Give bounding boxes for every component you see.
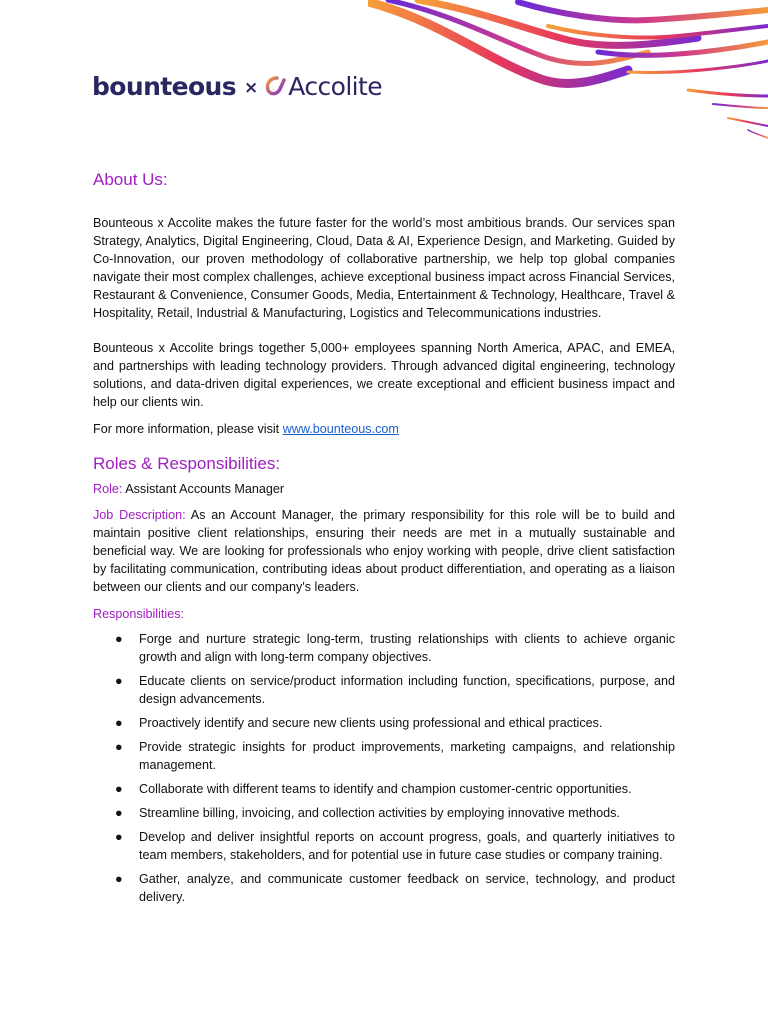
bullet-icon: ● [115, 782, 123, 796]
responsibilities-label: Responsibilities: [93, 607, 184, 621]
role-label: Role: [93, 482, 123, 496]
more-info-text: For more information, please visit [93, 422, 280, 436]
list-item: ● Streamline billing, invoicing, and collection activities by employing innovative methods. [115, 806, 620, 820]
logo-separator: × [244, 77, 259, 98]
job-description-text: As an Account Manager, the primary responsibility for this role will be to build and maintain positive client relationships, ensuring their needs are met in a mutually sustainable and beneficial way. We are looking for professionals who enjoy working with people, drive client satisfaction by facilitating communication, contributing ideas about product differentiation, and operating as a liaison between our clients and our company's leaders. [93, 508, 675, 594]
list-item: ● Proactively identify and secure new clients using professional and ethical practices. [115, 716, 603, 730]
role-line [93, 480, 675, 498]
list-item: ● Provide strategic insights for product improvements, marketing campaigns, and relationship management. [115, 740, 675, 772]
bullet-icon: ● [115, 872, 123, 886]
role-value: Assistant Accounts Manager [125, 482, 285, 496]
responsibilities-list [93, 630, 675, 906]
list-item: ● Develop and deliver insightful reports on account progress, goals, and quarterly initiatives to team members, stakeholders, and for potential use in future case studies or company training. [115, 830, 675, 862]
bullet-icon: ● [115, 740, 123, 754]
list-item: ● Forge and nurture strategic long-term, trusting relationships with clients to achieve organic growth and align with long-term company objectives. [115, 632, 675, 664]
bullet-icon: ● [115, 830, 123, 844]
document-body [93, 168, 675, 912]
about-paragraph-2: Bounteous x Accolite brings together 5,000+ employees spanning North America, APAC, and EMEA, and partnerships with leading technology providers. Through advanced digital engineering, technology solutions, and data-driven digital experiences, we create exceptional and efficient business impact and help our clients win. [93, 341, 675, 409]
bullet-icon: ● [115, 806, 123, 820]
roles-heading: Roles & Responsibilities: [93, 454, 281, 473]
list-item: ● Gather, analyze, and communicate customer feedback on service, technology, and product delivery. [115, 872, 675, 904]
bullet-icon: ● [115, 632, 123, 646]
list-item: ● Educate clients on service/product information including function, specifications, purpose, and design advancements. [115, 674, 675, 706]
bullet-icon: ● [115, 716, 123, 730]
more-info-line [93, 420, 675, 438]
bullet-icon: ● [115, 674, 123, 688]
company-logo [92, 68, 382, 104]
decorative-brush-strokes [368, 0, 768, 150]
about-heading: About Us: [93, 170, 168, 189]
logo-bounteous: bounteous [92, 71, 237, 101]
logo-accolite-text: Accolite [288, 71, 383, 101]
logo-accolite [264, 72, 382, 101]
website-link[interactable]: www.bounteous.com [282, 422, 399, 436]
job-description-label: Job Description: [93, 508, 186, 522]
list-item: ● Collaborate with different teams to identify and champion customer-centric opportunities. [115, 782, 632, 796]
accolite-mark-icon [264, 75, 290, 97]
about-paragraph-1: Bounteous x Accolite makes the future faster for the world’s most ambitious brands. Our services span Strategy, Analytics, Digital Engineering, Cloud, Data & AI, Experience Design, and Marketing. Guided by Co-Innovation, our proven methodology of collaborative partnership, we help top global companies navigate their most complex challenges, achieve exceptional business impact across Financial Services, Restaurant & Convenience, Consumer Goods, Media, Entertainment & Technology, Healthcare, Travel & Hospitality, Retail, Industrial & Manufacturing, Logistics and Telecommunications industries. [93, 216, 675, 320]
job-description [93, 506, 675, 596]
